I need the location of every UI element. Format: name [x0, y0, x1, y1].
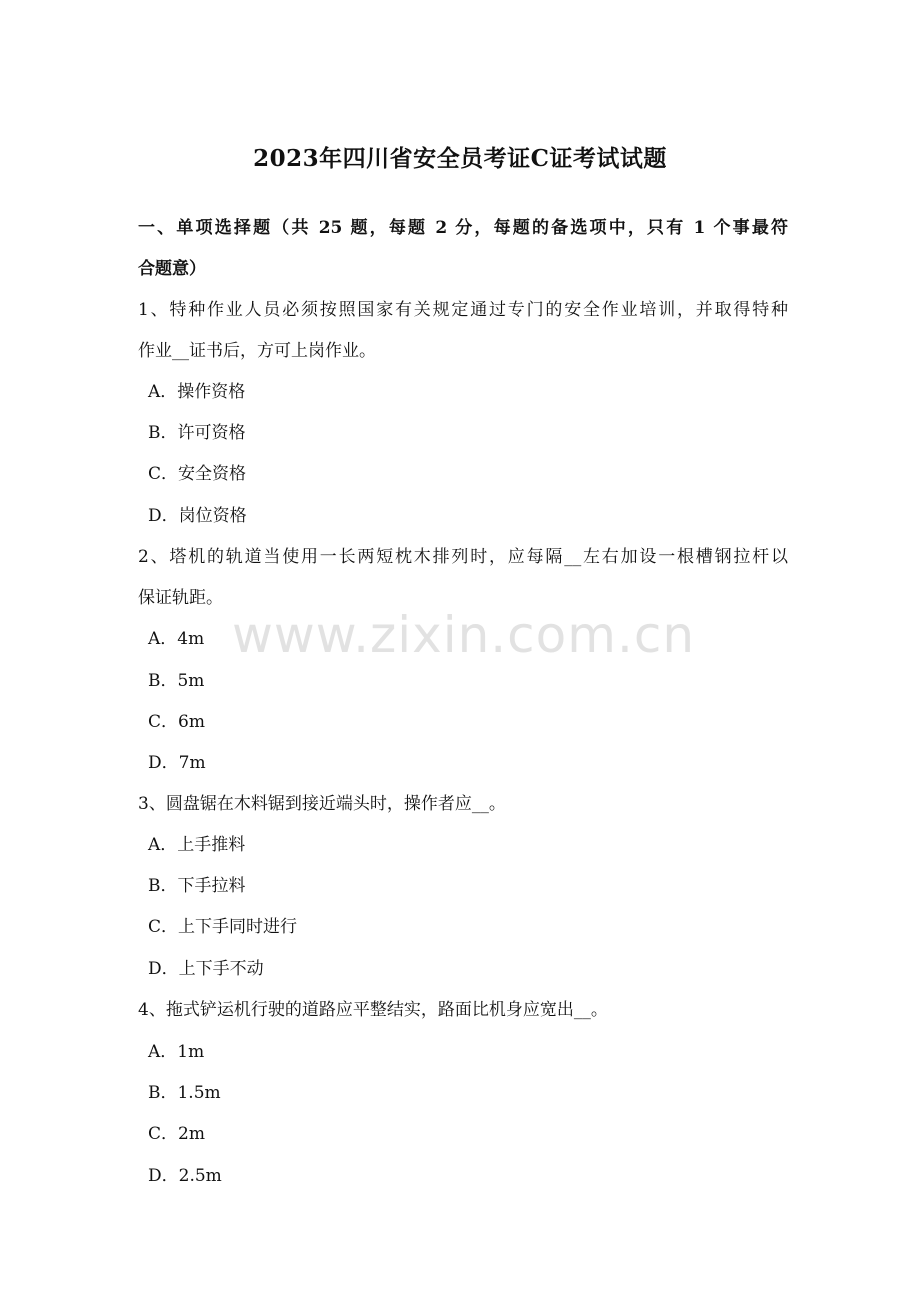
question-4-line1: 4、拖式铲运机行驶的道路应平整结实，路面比机身应宽出__。 [138, 1000, 608, 1020]
question-3-option-d: D．上下手不动 [148, 959, 264, 979]
question-3-option-c: C．上下手同时进行 [148, 917, 298, 937]
question-1-option-d: D．岗位资格 [148, 506, 247, 526]
question-2-option-d: D．7m [148, 753, 206, 773]
question-2-option-c: C．6m [148, 712, 205, 732]
question-1-option-b: B．许可资格 [148, 423, 246, 443]
question-3-line1: 3、圆盘锯在木料锯到接近端头时，操作者应__。 [138, 794, 506, 814]
question-4-option-b: B．1.5m [148, 1083, 221, 1103]
question-3-option-b: B．下手拉料 [148, 876, 246, 896]
question-2-option-b: B．5m [148, 671, 205, 691]
watermark: www.zixin.com.cn [232, 606, 696, 664]
question-4-option-d: D．2.5m [148, 1166, 222, 1186]
question-1-option-a: A．操作资格 [148, 382, 246, 402]
question-4-option-a: A．1m [148, 1042, 205, 1062]
section-heading-line1: 一、单项选择题（共 25 题，每题 2 分，每题的备选项中，只有 1 个事最符 [138, 218, 788, 238]
question-4-option-c: C．2m [148, 1124, 205, 1144]
question-2-line2: 保证轨距。 [138, 588, 223, 608]
document-title: 2023年四川省安全员考证C证考试试题 [253, 145, 667, 172]
question-3-option-a: A．上手推料 [148, 835, 246, 855]
question-1-line2: 作业__证书后，方可上岗作业。 [138, 341, 376, 361]
question-1-option-c: C．安全资格 [148, 464, 247, 484]
question-2-option-a: A．4m [148, 629, 205, 649]
section-heading-line2: 合题意） [138, 259, 206, 279]
question-1-line1: 1、特种作业人员必须按照国家有关规定通过专门的安全作业培训，并取得特种 [138, 300, 788, 320]
question-2-line1: 2、塔机的轨道当使用一长两短枕木排列时，应每隔__左右加设一根槽钢拉杆以 [138, 547, 788, 567]
